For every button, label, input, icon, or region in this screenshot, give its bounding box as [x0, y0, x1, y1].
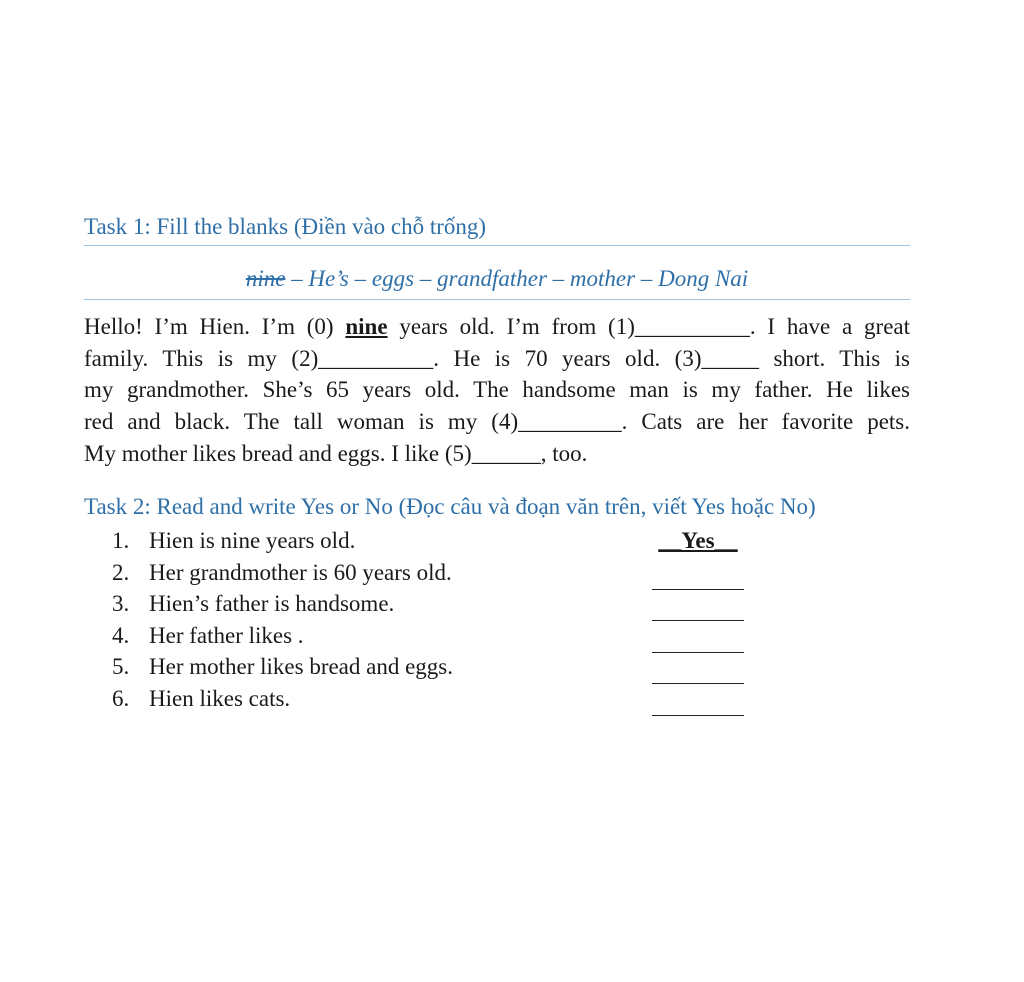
answer-field[interactable]	[652, 651, 744, 684]
answer-field[interactable]	[652, 525, 744, 557]
task2-heading: Task 2: Read and write Yes or No (Đọc câu và đoạn văn trên, viết Yes hoặc No)	[84, 494, 816, 519]
answer-field[interactable]	[652, 557, 744, 590]
question-number: 2.	[112, 559, 130, 585]
answer-field[interactable]	[652, 683, 744, 716]
list-item	[112, 588, 752, 620]
answer-text: __Yes__	[658, 528, 738, 553]
question-number: 6.	[112, 685, 130, 711]
question-number: 4.	[112, 622, 130, 648]
question-text: Her grandmother is 60 years old.	[149, 559, 452, 585]
list-item	[112, 651, 752, 683]
question-number: 5.	[112, 654, 130, 679]
answer-field[interactable]	[652, 620, 744, 653]
passage-line-2: family. This is my (2)__________. He is 70 years old. (3)_____ short. This is	[84, 345, 910, 371]
question-text: Her father likes .	[149, 622, 304, 648]
word-bank-bottom-rule	[84, 299, 910, 300]
passage-line-3: my grandmother. She’s 65 years old. The handsome man is my father. He likes	[84, 377, 910, 403]
word-bank	[84, 266, 910, 292]
task1-heading: Task 1: Fill the blanks (Điền vào chỗ trống)	[84, 214, 487, 239]
answer-blank-line	[652, 715, 744, 716]
word-bank-words: – He’s – eggs – grandfather – mother – Dong Nai	[285, 266, 749, 291]
passage-line-1-end: years old. I’m from (1)__________. I have a great	[387, 314, 911, 339]
answer-field[interactable]	[652, 588, 744, 621]
passage-example-answer: nine	[345, 314, 388, 339]
question-number: 3.	[112, 591, 130, 616]
question-text: Hien likes cats.	[149, 685, 291, 711]
passage-line-1	[84, 311, 910, 343]
list-item	[112, 557, 752, 589]
list-item	[112, 683, 752, 715]
question-text: Her mother likes bread and eggs.	[149, 654, 454, 679]
question-text: Hien’s father is handsome.	[149, 591, 395, 616]
list-item	[112, 525, 752, 557]
word-bank-top-rule	[84, 245, 910, 246]
passage-line-4: red and black. The tall woman is my (4)_________. Cats are her favorite pets.	[84, 409, 910, 435]
question-number: 1.	[112, 528, 130, 553]
list-item	[112, 620, 752, 652]
passage-line-5: My mother likes bread and eggs. I like (5)______, too.	[84, 440, 588, 466]
task1-passage	[84, 311, 910, 470]
passage-line-1-start: Hello! I’m Hien. I’m (0)	[84, 314, 346, 339]
word-bank-struck-word: nine	[245, 266, 286, 291]
task2-question-list	[112, 525, 752, 714]
question-text: Hien is nine years old.	[149, 528, 356, 553]
